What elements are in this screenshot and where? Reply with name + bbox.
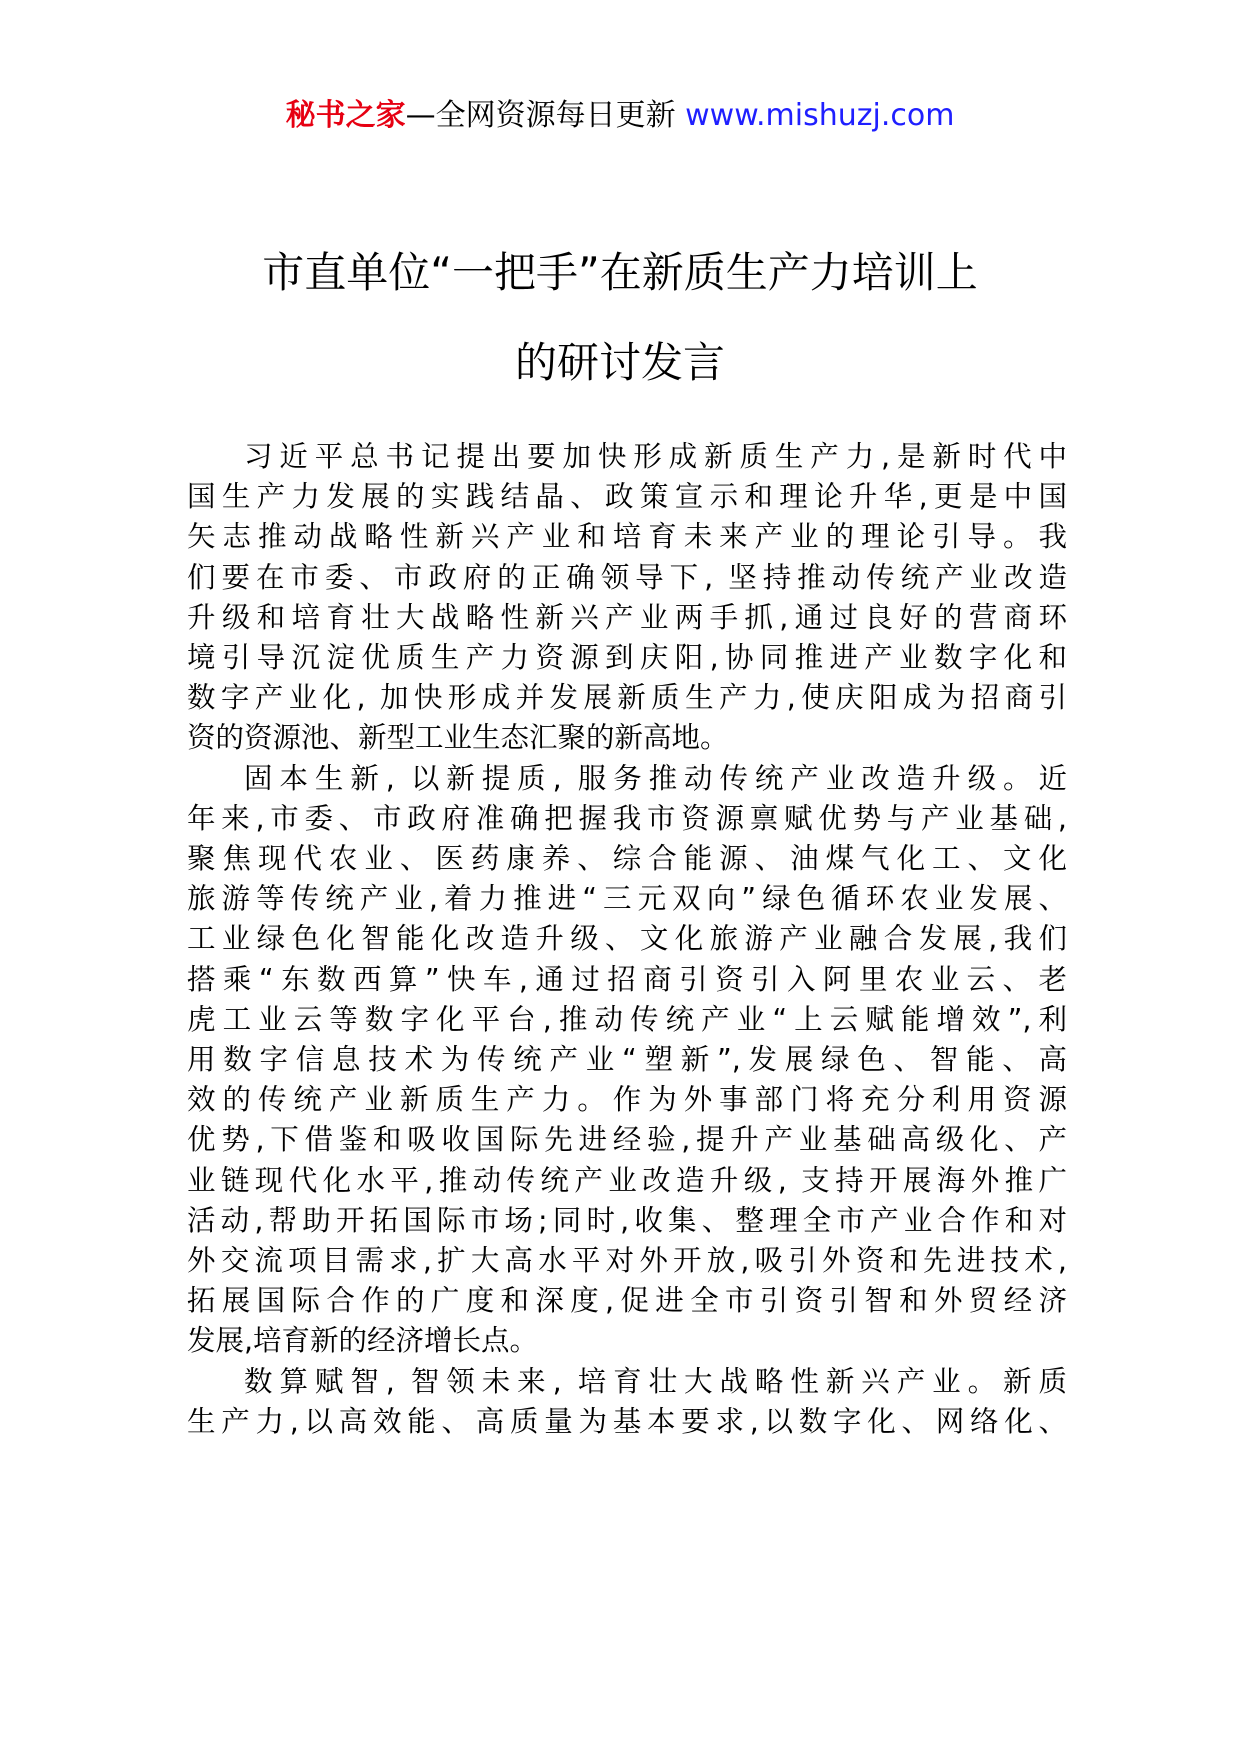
text-line: 工业绿色化智能化改造升级、文化旅游产业融合发展,我们	[187, 922, 1067, 956]
text-line: 业链现代化水平,推动传统产业改造升级, 支持开展海外推广	[187, 1163, 1067, 1197]
document-title	[150, 228, 1090, 408]
text-line: 聚焦现代农业、医药康养、综合能源、油煤气化工、文化	[187, 842, 1067, 876]
text-line: 升级和培育壮大战略性新兴产业两手抓,通过良好的营商环	[187, 600, 1067, 634]
paragraph-3	[187, 1362, 1067, 1442]
text-line: 固本生新, 以新提质, 服务推动传统产业改造升级。近	[244, 761, 1067, 795]
text-line: 活动,帮助开拓国际市场;同时,收集、整理全市产业合作和对	[187, 1203, 1067, 1237]
paragraph-1	[187, 437, 1067, 759]
paragraph-2	[187, 759, 1067, 1362]
title-line-1: 市直单位“一把手”在新质生产力培训上	[262, 248, 978, 297]
text-line: 优势,下借鉴和吸收国际先进经验,提升产业基础高级化、产	[187, 1123, 1067, 1157]
text-line: 国生产力发展的实践结晶、政策宣示和理论升华,更是中国	[187, 480, 1067, 514]
brand-name: 秘书之家	[285, 98, 406, 133]
text-line: 习近平总书记提出要加快形成新质生产力,是新时代中	[244, 440, 1067, 473]
text-line: 数算赋智, 智领未来, 培育壮大战略性新兴产业。新质	[244, 1364, 1067, 1398]
text-line: 搭乘“东数西算”快车,通过招商引资引入阿里农业云、老	[187, 962, 1067, 996]
text-line: 效的传统产业新质生产力。作为外事部门将充分利用资源	[187, 1083, 1067, 1117]
document-body	[187, 437, 1067, 1442]
text-line: 虎工业云等数字化平台,推动传统产业“上云赋能增效”,利	[187, 1002, 1067, 1036]
site-url-link[interactable]: www.mishuzj.com	[685, 98, 955, 133]
text-line: 矢志推动战略性新兴产业和培育未来产业的理论引导。我	[187, 520, 1067, 554]
text-line: 旅游等传统产业,着力推进“三元双向”绿色循环农业发展、	[187, 882, 1067, 916]
text-line: 们要在市委、市政府的正确领导下, 坚持推动传统产业改造	[187, 560, 1067, 594]
text-line: 生产力,以高效能、高质量为基本要求,以数字化、网络化、	[187, 1404, 1067, 1438]
site-header	[0, 96, 1240, 136]
text-line: 境引导沉淀优质生产力资源到庆阳,协同推进产业数字化和	[187, 641, 1067, 675]
text-line: 年来,市委、市政府准确把握我市资源禀赋优势与产业基础,	[187, 801, 1067, 835]
text-line: 发展,培育新的经济增长点。	[187, 1324, 539, 1358]
site-slogan: —全网资源每日更新	[405, 98, 676, 133]
text-line: 拓展国际合作的广度和深度,促进全市引资引智和外贸经济	[187, 1284, 1067, 1318]
text-line: 外交流项目需求,扩大高水平对外开放,吸引外资和先进技术,	[187, 1244, 1067, 1278]
text-line: 资的资源池、新型工业生态汇聚的新高地。	[187, 721, 729, 755]
text-line: 用数字信息技术为传统产业“塑新”,发展绿色、智能、高	[187, 1043, 1067, 1077]
text-line: 数字产业化, 加快形成并发展新质生产力,使庆阳成为招商引	[187, 681, 1067, 715]
title-line-2: 的研讨发言	[514, 338, 725, 387]
